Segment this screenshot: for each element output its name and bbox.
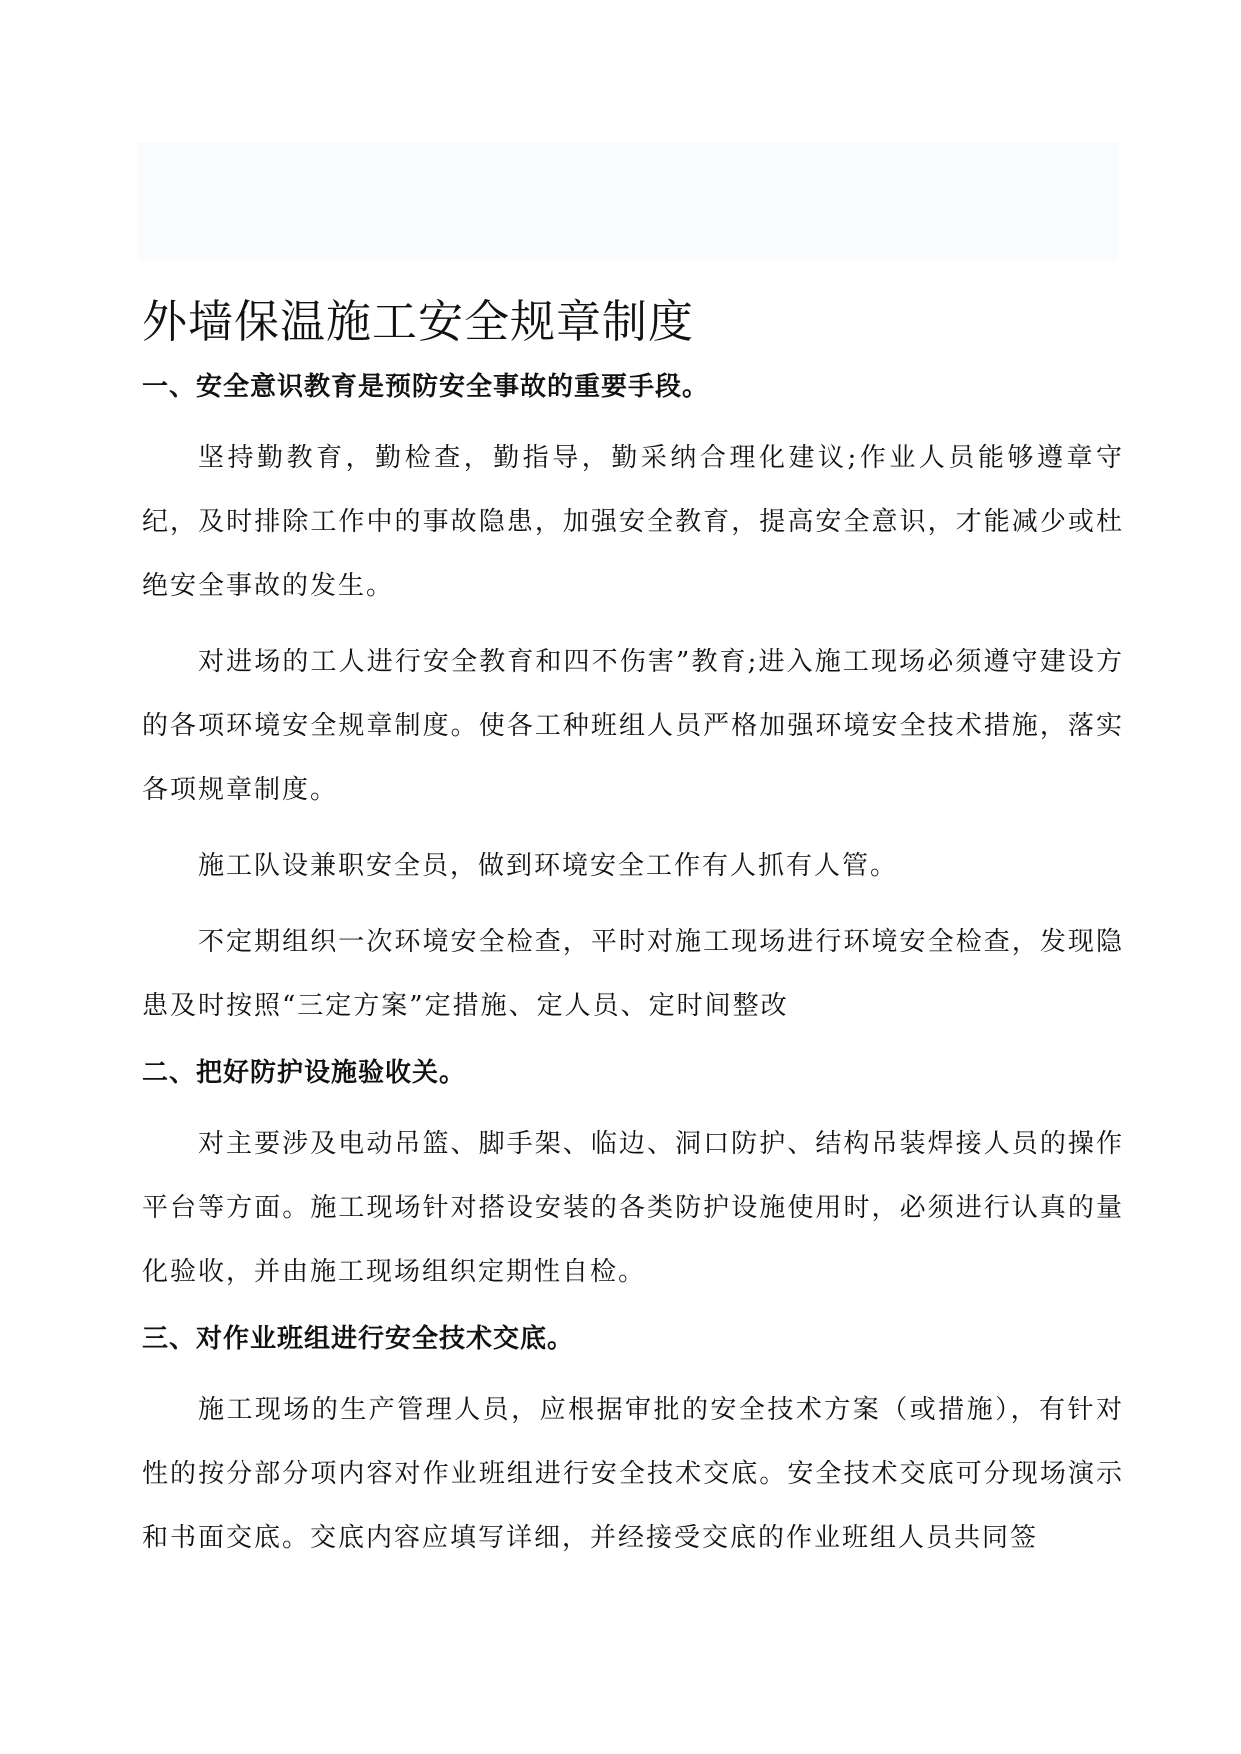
- section-3: [142, 1316, 1124, 1570]
- section-1: [142, 364, 1124, 1038]
- document-title: 外墙保温施工安全规章制度: [142, 295, 695, 348]
- paragraph: 施工队设兼职安全员，做到环境安全工作有人抓有人管。: [198, 851, 899, 881]
- section-heading: 一、安全意识教育是预防安全事故的重要手段。: [142, 372, 710, 402]
- section-2: [142, 1050, 1124, 1304]
- document-body: [142, 364, 1124, 1582]
- paragraph: 对主要涉及电动吊篮、脚手架、临边、洞口防护、结构吊装焊接人员的操作平台等方面。施工现场针对搭设安装的各类防护设施使用时，必须进行认真的量化验收，并由施工现场组织定期性自检。: [142, 1129, 1124, 1287]
- paragraph: 对进场的工人进行安全教育和四不伤害”教育;进入施工现场必须遵守建设方的各项环境安全规章制度。使各工种班组人员严格加强环境安全技术措施，落实各项规章制度。: [142, 647, 1124, 805]
- paragraph: 不定期组织一次环境安全检查，平时对施工现场进行环境安全检查，发现隐患及时按照“三定方案”定措施、定人员、定时间整改: [142, 927, 1124, 1021]
- paragraph: 坚持勤教育，勤检查，勤指导，勤采纳合理化建议;作业人员能够遵章守纪，及时排除工作中的事故隐患，加强安全教育，提高安全意识，才能减少或杜绝安全事故的发生。: [142, 443, 1124, 601]
- header-band: [138, 142, 1118, 260]
- section-heading: 三、对作业班组进行安全技术交底。: [142, 1324, 575, 1354]
- paragraph: 施工现场的生产管理人员，应根据审批的安全技术方案（或措施），有针对性的按分部分项内容对作业班组进行安全技术交底。安全技术交底可分现场演示和书面交底。交底内容应填写详细，并经接受交底的作业班组人员共同签: [142, 1395, 1124, 1553]
- section-heading: 二、把好防护设施验收关。: [142, 1058, 467, 1088]
